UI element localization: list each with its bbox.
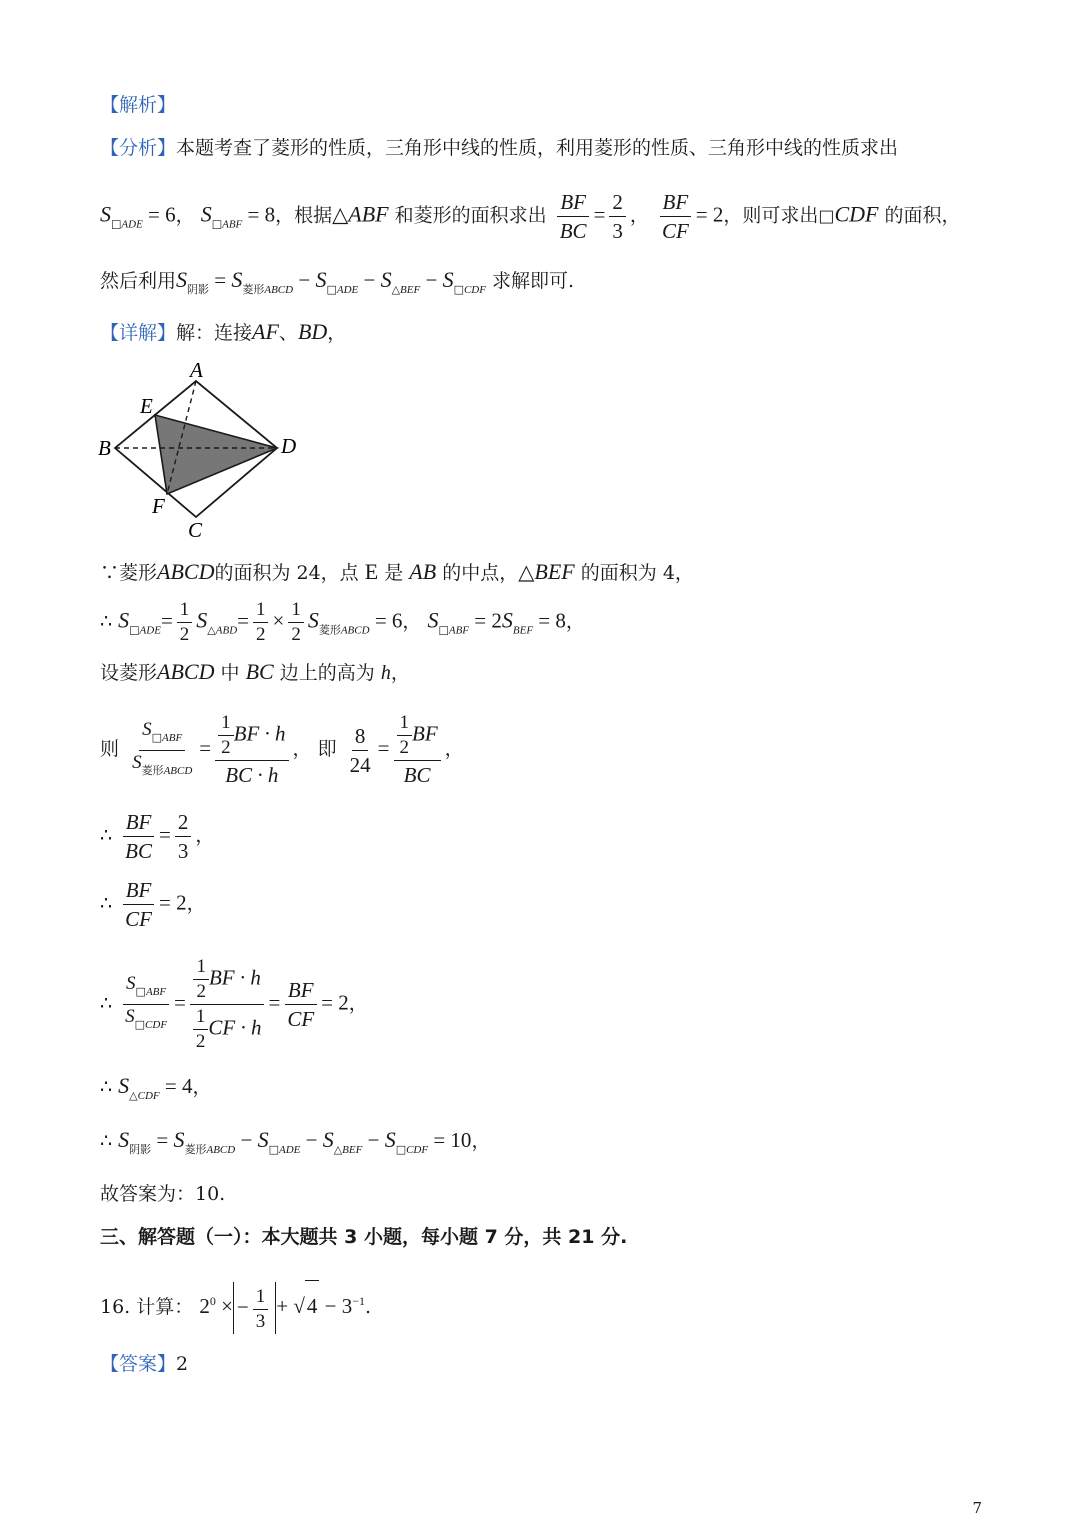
detail-line-5: ∴ $\frac{BF}{BC}$ = $\frac{2}{3}$ ， xyxy=(100,810,215,863)
label-c: C xyxy=(188,518,203,542)
fenxi-tag: 【分析】 xyxy=(100,137,177,159)
label-f: F xyxy=(152,494,165,518)
rhombus-figure xyxy=(95,355,310,545)
detail-line-7: ∴ $\frac{S_{□ABF}}{S_{□CDF}}$ = $\frac{1}{2}$ BF · h $\frac{1}{2}$ CF · h = $\frac{BF}{CF}$ = 2， xyxy=(100,956,368,1052)
shaded-triangle-edf xyxy=(155,415,277,494)
answer-line xyxy=(100,1352,188,1376)
answer-value: 2 xyxy=(176,1353,189,1375)
question-16: 16. 计算： $2^0$ × − $\frac{1}{3}$ + $√4 - 3^{-1}$. xyxy=(100,1276,371,1334)
fraction-bf-cf: $\frac{BF}{CF}$ xyxy=(659,188,692,245)
detail-line-1: ∵菱形ABCD的面积为 24，点 E 是 AB 的中点，△BEF 的面积为 4， xyxy=(100,559,694,584)
detail-line-8: ∴ $S_{\triangle CDF} = 4$， xyxy=(100,1073,212,1102)
detail-line-3: 设菱形ABCD 中 BC 边上的高为 h， xyxy=(100,659,410,684)
detail-line-6: ∴ $\frac{BF}{CF}$ = 2， xyxy=(100,878,206,931)
detail-line-2: ∴ $S_{□ADE}=$ $\frac{1}{2}$ $S_{\triangle ABD}=$ $\frac{1}{2}$ × $\frac{1}{2}$ $S_{菱形ABCD} = 6$， $S_{□ABF} = 2S_{BEF} = 8$， xyxy=(100,599,585,645)
label-b: B xyxy=(98,436,111,460)
page-number: 7 xyxy=(972,1499,982,1517)
analysis-line-1 xyxy=(100,136,898,160)
fenxi-text: 本题考查了菱形的性质，三角形中线的性质，利用菱形的性质、三角形中线的性质求出 xyxy=(176,137,899,159)
fraction-bf-bc: $\frac{BF}{BC}$ xyxy=(557,188,590,245)
analysis-tag: 【解析】 xyxy=(100,94,177,116)
detail-line-4: 则 $\frac{S_{□ABF}}{S_{菱形ABCD}}$ = $\frac{1}{2}$ BF · h BC · h ， 即 $\frac{8}{24}$ = $\frac{1}{2}$ BF BC ， xyxy=(100,712,464,787)
detail-line: 【详解】解：连接AF、BD， xyxy=(100,319,347,344)
analysis-line-2: $S_{□ADE} = 6$， $S_{□ABF} = 8$，根据△ABF 和菱形的面积求出 $\frac{BF}{BC}$ = $\frac{2}{3}$ ， $\frac{BF}{CF}$ = 2，则可求出□CDF 的面积， xyxy=(100,190,961,243)
label-d: D xyxy=(281,434,297,458)
label-e: E xyxy=(140,394,153,418)
question-number: 16. xyxy=(100,1296,131,1318)
detail-line-9: ∴ $S_{阴影} = S_{菱形ABCD} - S_{□ADE} - S_{\triangle BEF} - S_{□CDF} = 10$， xyxy=(100,1127,491,1156)
section-title: 三、解答题（一）：本大题共 3 小题，每小题 7 分，共 21 分. xyxy=(100,1226,628,1248)
analysis-line-3: 然后利用$S_{阴影} = S_{菱形ABCD} - S_{□ADE} - S_{\triangle BEF} - S_{□CDF}$ 求解即可. xyxy=(100,267,575,296)
answer-tag: 【答案】 xyxy=(100,1353,177,1375)
detail-tag: 【详解】 xyxy=(100,322,177,344)
label-a: A xyxy=(190,358,203,382)
answer-text: 故答案为：10. xyxy=(100,1183,226,1205)
